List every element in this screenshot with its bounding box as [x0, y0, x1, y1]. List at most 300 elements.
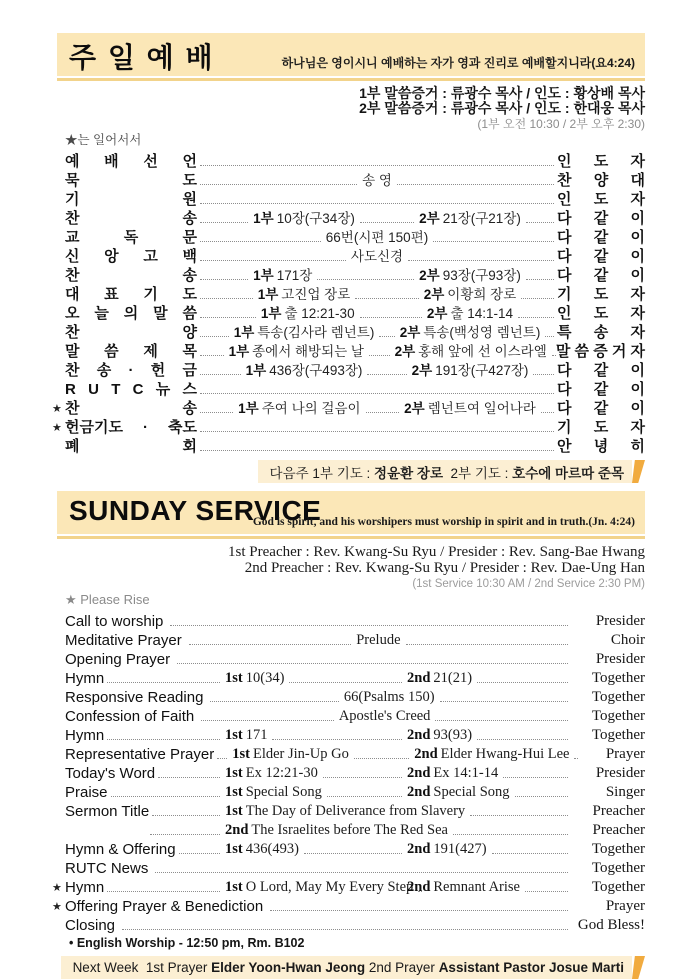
service-part-label: 2nd	[407, 784, 431, 800]
row-assignee: 안 녕 히	[557, 438, 645, 455]
leader-dots	[397, 184, 554, 185]
row-label: Call to worship	[65, 613, 164, 630]
service-row	[57, 379, 645, 398]
leader-dots	[155, 872, 568, 873]
row-label: R U T C 뉴 스	[65, 381, 197, 398]
row-label: Opening Prayer	[65, 651, 171, 668]
service-value-text: 171장	[276, 268, 313, 283]
second-service-value	[398, 324, 557, 341]
row-label-text: Today's Word	[65, 765, 156, 782]
service-part-label: 1st	[225, 879, 243, 895]
leader-dots	[360, 222, 414, 223]
row-label: 교 독 문	[65, 229, 197, 246]
service-value	[393, 343, 549, 360]
service-part-label: 2nd	[407, 879, 431, 895]
korean-section-header	[57, 33, 645, 76]
row-assignee: 다 같 이	[557, 229, 646, 246]
service-value	[244, 362, 365, 379]
row-assignee: 특 송 자	[557, 324, 646, 341]
row-assignee: 기 도 자	[557, 419, 645, 436]
leader-dots	[367, 374, 406, 375]
service-part-label: 2nd	[407, 670, 431, 686]
leader-dots	[170, 625, 568, 626]
service-value-text: 종에서 해방되는 날	[252, 344, 364, 359]
leader-dots	[200, 279, 248, 280]
leader-dots	[200, 450, 554, 451]
first-service-value	[232, 324, 398, 341]
service-value-text: 출 12:21-30	[284, 306, 355, 321]
english-verse: God is spirit, and his worshipers must worship in spirit and in truth.(Jn. 4:24)	[252, 516, 635, 528]
service-value	[410, 362, 531, 379]
leader-dots	[492, 853, 568, 854]
leader-dots	[200, 241, 321, 242]
service-value-text: O Lord, May My Every Step	[245, 879, 414, 895]
service-part-label: 1부	[228, 344, 250, 359]
service-value	[223, 822, 450, 839]
row-label: 예 배 선 언	[65, 153, 197, 170]
service-value-text: 191(427)	[433, 841, 487, 857]
leader-dots	[379, 336, 394, 337]
service-value	[223, 727, 269, 744]
english-section-title: SUNDAY SERVICE	[69, 495, 322, 526]
leader-dots	[360, 317, 422, 318]
service-part-label: 1부	[253, 211, 274, 226]
second-service-value	[417, 267, 557, 284]
service-row	[57, 284, 645, 303]
row-label	[65, 803, 223, 820]
service-part-label: 1부	[245, 363, 267, 378]
leader-dots	[179, 853, 220, 854]
english-worship-note: • English Worship - 12:50 pm, Rm. B102	[69, 936, 305, 950]
service-row	[57, 246, 645, 265]
leader-dots	[355, 298, 418, 299]
row-label	[65, 746, 230, 763]
service-value	[422, 286, 519, 303]
korean-verse: 하나님은 영이시니 예배하는 자가 영과 진리로 예배할지니라(요4:24)	[281, 56, 635, 70]
korean-service-leaders	[57, 86, 645, 131]
row-assignee: 인 도 자	[557, 191, 645, 208]
korean-section-title: 주 일 예 배	[69, 42, 215, 73]
service-part-label: 2nd	[407, 765, 431, 781]
row-label: 찬 송	[65, 267, 197, 284]
service-row	[57, 208, 645, 227]
english-section-header	[57, 491, 645, 534]
leader-dots	[521, 298, 554, 299]
service-value-text: Remnant Arise	[433, 879, 520, 895]
service-part-label: 2부	[423, 287, 445, 302]
service-value-text: Special Song	[433, 784, 510, 800]
row-assignee: Together	[591, 841, 645, 857]
row-assignee: 다 같 이	[557, 248, 646, 265]
service-value-text: 436장(구493장)	[269, 363, 363, 378]
row-assignee: Preacher	[592, 803, 645, 819]
service-value	[223, 670, 286, 687]
leader-dots	[406, 644, 569, 645]
service-row	[57, 649, 645, 668]
rise-star-icon: ★	[52, 422, 62, 434]
service-value-text: The Day of Deliverance from Slavery	[245, 803, 466, 819]
next-week-text: 2부 기도 :	[443, 465, 513, 481]
leader-dots	[210, 701, 338, 702]
korean-order-of-service	[52, 151, 646, 455]
service-part-label: 2부	[399, 325, 421, 340]
leader-dots	[518, 317, 554, 318]
row-label-text: Hymn & Offering	[65, 841, 176, 858]
service-value	[256, 286, 353, 303]
first-service-value	[223, 765, 405, 782]
korean-next-week-notice	[258, 460, 632, 483]
second-service-leaders: 2nd Preacher : Rev. Kwang-Su Ryu / Presider : Rev. Dae-Ung Han	[244, 560, 645, 576]
leader-dots	[289, 682, 402, 683]
next-week-text: Next Week 1st Prayer	[72, 960, 212, 975]
second-service-value	[405, 765, 571, 782]
english-service-leaders	[57, 544, 645, 591]
service-part-label: 1부	[253, 268, 274, 283]
service-value	[236, 400, 362, 417]
leader-dots	[526, 279, 554, 280]
row-assignee: Choir	[610, 632, 646, 648]
english-service-times: (1st Service 10:30 AM / 2nd Service 2:30 PM)	[412, 578, 645, 590]
service-value	[223, 765, 320, 782]
next-week-text: 다음주 1부 기도 :	[269, 465, 375, 481]
leader-dots	[200, 184, 357, 185]
row-assignee: Presider	[595, 651, 645, 667]
leader-dots	[177, 663, 568, 664]
center-value: 송 영	[362, 173, 392, 188]
second-service-value	[405, 879, 571, 896]
row-label: 오 늘 의 말 씀	[65, 305, 197, 322]
leader-dots	[200, 336, 229, 337]
leader-dots	[323, 777, 402, 778]
service-value-text: 171	[245, 727, 268, 743]
row-label: 찬 송	[65, 400, 197, 417]
service-part-label: 1부	[238, 401, 259, 416]
service-row	[57, 820, 645, 839]
section-divider	[57, 536, 645, 539]
row-assignee: Prayer	[605, 898, 645, 914]
leader-dots	[150, 834, 220, 835]
second-service-value	[410, 362, 557, 379]
leader-dots	[200, 260, 346, 261]
service-value-text: Special Song	[245, 784, 322, 800]
english-next-week-row	[57, 956, 645, 979]
leader-dots	[200, 355, 224, 356]
service-row	[57, 265, 645, 284]
row-label	[65, 670, 223, 687]
second-service-value	[422, 286, 557, 303]
leader-dots	[327, 796, 402, 797]
service-row	[57, 782, 645, 801]
service-row	[57, 706, 645, 725]
row-label-text: Hymn	[65, 879, 105, 896]
row-label	[65, 879, 223, 896]
service-row	[57, 436, 645, 455]
service-value-text: 홍해 앞에 선 이스라엘	[418, 344, 547, 359]
next-week-name: 정윤환 장로	[374, 465, 444, 481]
service-row	[57, 725, 645, 744]
row-assignee: Together	[591, 670, 645, 686]
row-assignee: 다 같 이	[557, 381, 645, 398]
first-service-value	[223, 784, 405, 801]
first-service-value	[259, 305, 425, 322]
service-part-label: 2부	[426, 306, 448, 321]
leader-dots	[453, 834, 568, 835]
leader-dots	[200, 165, 554, 166]
service-row	[57, 227, 645, 246]
row-assignee: 다 같 이	[557, 362, 646, 379]
service-row	[57, 744, 645, 763]
service-value-text: 21장(구21장)	[442, 211, 521, 226]
first-service-value	[223, 879, 414, 896]
leader-dots	[545, 336, 554, 337]
leader-dots	[272, 739, 402, 740]
service-row	[57, 303, 645, 322]
leader-dots	[470, 815, 568, 816]
leader-dots	[515, 796, 568, 797]
service-part-label: 1부	[257, 287, 279, 302]
service-row	[57, 341, 645, 360]
service-value	[251, 267, 314, 284]
service-value	[251, 210, 357, 227]
service-value	[398, 324, 543, 341]
leader-dots	[200, 317, 256, 318]
english-order-of-service	[52, 611, 646, 934]
row-assignee: 다 같 이	[557, 400, 645, 417]
service-row	[57, 611, 645, 630]
leader-dots	[217, 758, 227, 759]
service-value-text: 93장(구93장)	[442, 268, 521, 283]
service-row	[52, 398, 645, 417]
service-row	[57, 170, 645, 189]
second-service-leaders: 2부 말씀증거 : 류광수 목사 / 인도 : 한대웅 목사	[359, 100, 645, 116]
row-assignee: Preacher	[592, 822, 645, 838]
leader-dots	[111, 796, 220, 797]
row-assignee: Presider	[595, 765, 645, 781]
service-value-text: Ex 14:1-14	[433, 765, 499, 781]
center-value: Apostle's Creed	[338, 708, 431, 724]
korean-next-week-row	[57, 460, 645, 483]
first-service-value	[223, 841, 405, 858]
leader-dots	[408, 260, 554, 261]
service-value	[405, 841, 489, 858]
row-label: Responsive Reading	[65, 689, 204, 706]
second-service-value	[412, 746, 571, 763]
service-value-text: The Israelites before The Red Sea	[251, 822, 448, 838]
row-label-text: Praise	[65, 784, 108, 801]
second-service-value	[425, 305, 557, 322]
service-value	[425, 305, 515, 322]
service-part-label: 1st	[225, 727, 243, 743]
service-part-label: 2nd	[414, 746, 438, 762]
row-label: RUTC News	[65, 860, 149, 877]
row-label	[65, 841, 223, 858]
row-label: 말 씀 제 목	[65, 343, 197, 360]
service-row	[57, 763, 645, 782]
leader-dots	[200, 298, 253, 299]
service-row	[57, 630, 645, 649]
row-label: Meditative Prayer	[65, 632, 182, 649]
row-label: Confession of Faith	[65, 708, 195, 725]
row-assignee: Together	[591, 727, 645, 743]
next-week-name: Assistant Pastor Josue Marti	[438, 960, 624, 975]
row-label-text: Hymn	[65, 670, 105, 687]
leader-dots	[525, 891, 568, 892]
second-service-value	[405, 841, 571, 858]
row-assignee: 기 도 자	[557, 286, 645, 303]
leader-dots	[366, 412, 400, 413]
service-part-label: 1st	[232, 746, 250, 762]
rise-star-icon: ★	[52, 882, 62, 894]
leader-dots	[304, 853, 402, 854]
service-part-label: 2부	[404, 401, 425, 416]
row-label-text: Hymn	[65, 727, 105, 744]
next-week-name: 호수에 마르따 준목	[512, 465, 624, 481]
first-service-value	[223, 670, 405, 687]
service-part-label: 2nd	[225, 822, 249, 838]
english-rise-note: ★ Please Rise	[65, 592, 150, 607]
service-value	[405, 765, 500, 782]
leader-dots	[122, 929, 568, 930]
rise-star-icon: ★	[52, 901, 62, 913]
service-value	[259, 305, 357, 322]
service-row	[57, 858, 645, 877]
leader-dots	[200, 374, 241, 375]
row-label: 찬 송	[65, 210, 197, 227]
flag-icon	[632, 460, 645, 483]
service-part-label: 2부	[419, 268, 440, 283]
service-value	[223, 879, 415, 896]
leader-dots	[270, 910, 568, 911]
row-label: 신 앙 고 백	[65, 248, 197, 265]
center-value: Prelude	[356, 632, 401, 648]
leader-dots	[541, 412, 554, 413]
service-value-text: Elder Jin-Up Go	[252, 746, 349, 762]
korean-service-times: (1부 오전 10:30 / 2부 오후 2:30)	[477, 117, 645, 131]
service-row	[57, 322, 645, 341]
leader-dots	[317, 279, 414, 280]
service-part-label: 1st	[225, 765, 243, 781]
row-assignee: Singer	[605, 784, 645, 800]
leader-dots	[440, 701, 568, 702]
second-service-value	[402, 400, 557, 417]
leader-dots	[433, 241, 554, 242]
row-assignee: 인 도 자	[557, 153, 645, 170]
leader-dots	[200, 203, 554, 204]
service-part-label: 2nd	[407, 841, 431, 857]
service-row	[57, 801, 645, 820]
row-label: 찬 양	[65, 324, 197, 341]
second-service-value	[393, 343, 556, 360]
service-value-text: 고진업 장로	[281, 287, 351, 302]
leader-dots	[201, 720, 334, 721]
row-assignee: 인 도 자	[557, 305, 645, 322]
row-assignee: 다 같 이	[557, 210, 645, 227]
second-service-value	[405, 784, 571, 801]
row-assignee: Prayer	[605, 746, 645, 762]
section-divider	[57, 78, 645, 81]
leader-dots	[533, 374, 554, 375]
service-value-text: 21(21)	[433, 670, 473, 686]
service-part-label: 1st	[225, 841, 243, 857]
service-value-text: 특송(김사라 렘넌트)	[257, 325, 375, 340]
leader-dots	[200, 393, 554, 394]
service-value-text: 191장(구427장)	[435, 363, 529, 378]
leader-dots	[152, 815, 220, 816]
service-value	[223, 784, 324, 801]
service-row	[52, 417, 645, 436]
row-assignee: Presider	[595, 613, 645, 629]
center-value: 66번(시편 150편)	[325, 230, 429, 245]
leader-dots	[107, 682, 220, 683]
service-part-label: 1st	[225, 784, 243, 800]
row-assignee: Together	[591, 708, 646, 724]
row-label: 헌금기도 · 축도	[65, 419, 197, 436]
service-value	[405, 879, 522, 896]
leader-dots	[477, 739, 568, 740]
service-value	[232, 324, 377, 341]
row-label: 폐 회	[65, 438, 197, 455]
center-value: 66(Psalms 150)	[343, 689, 435, 705]
service-row	[57, 189, 645, 208]
leader-dots	[354, 758, 409, 759]
service-row	[52, 877, 645, 896]
service-value-text: Ex 12:21-30	[245, 765, 318, 781]
service-value-text: 렘넌트여 일어나라	[427, 401, 536, 416]
leader-dots	[189, 644, 352, 645]
service-row	[57, 360, 645, 379]
row-label	[65, 765, 223, 782]
service-row	[57, 151, 645, 170]
service-row	[57, 839, 645, 858]
row-label: 찬 송 · 헌 금	[65, 362, 197, 379]
service-row	[57, 687, 645, 706]
leader-dots	[200, 431, 554, 432]
service-row	[57, 915, 645, 934]
first-service-value	[230, 746, 412, 763]
service-part-label: 1부	[260, 306, 282, 321]
service-value-text: 특송(백성영 렘넌트)	[423, 325, 541, 340]
leader-dots	[526, 222, 554, 223]
english-next-week-notice	[61, 956, 632, 979]
service-row	[52, 896, 645, 915]
row-assignee: 찬 양 대	[557, 172, 645, 189]
row-label	[65, 784, 223, 801]
leader-dots	[107, 891, 220, 892]
service-value-text: 93(93)	[433, 727, 473, 743]
service-value	[417, 210, 523, 227]
leader-dots	[477, 682, 568, 683]
row-assignee: God Bless!	[577, 917, 645, 933]
service-value	[405, 727, 474, 744]
row-assignee: Together	[591, 879, 645, 895]
service-row	[57, 668, 645, 687]
flag-icon	[632, 956, 645, 979]
second-service-value	[417, 210, 557, 227]
second-service-value	[405, 727, 571, 744]
row-label: 기 원	[65, 191, 197, 208]
service-part-label: 2부	[394, 344, 416, 359]
first-service-value	[251, 267, 417, 284]
first-service-value	[251, 210, 417, 227]
service-value	[412, 746, 571, 763]
leader-dots	[107, 739, 220, 740]
service-value-text: 주여 나의 걸음이	[261, 401, 361, 416]
service-value-text: 출 14:1-14	[450, 306, 514, 321]
row-assignee: 말 씀 증 거 자	[555, 343, 645, 360]
service-value	[417, 267, 523, 284]
first-service-leaders: 1부 말씀증거 : 류광수 목사 / 인도 : 황상배 목사	[359, 85, 645, 101]
second-service-value	[405, 670, 571, 687]
